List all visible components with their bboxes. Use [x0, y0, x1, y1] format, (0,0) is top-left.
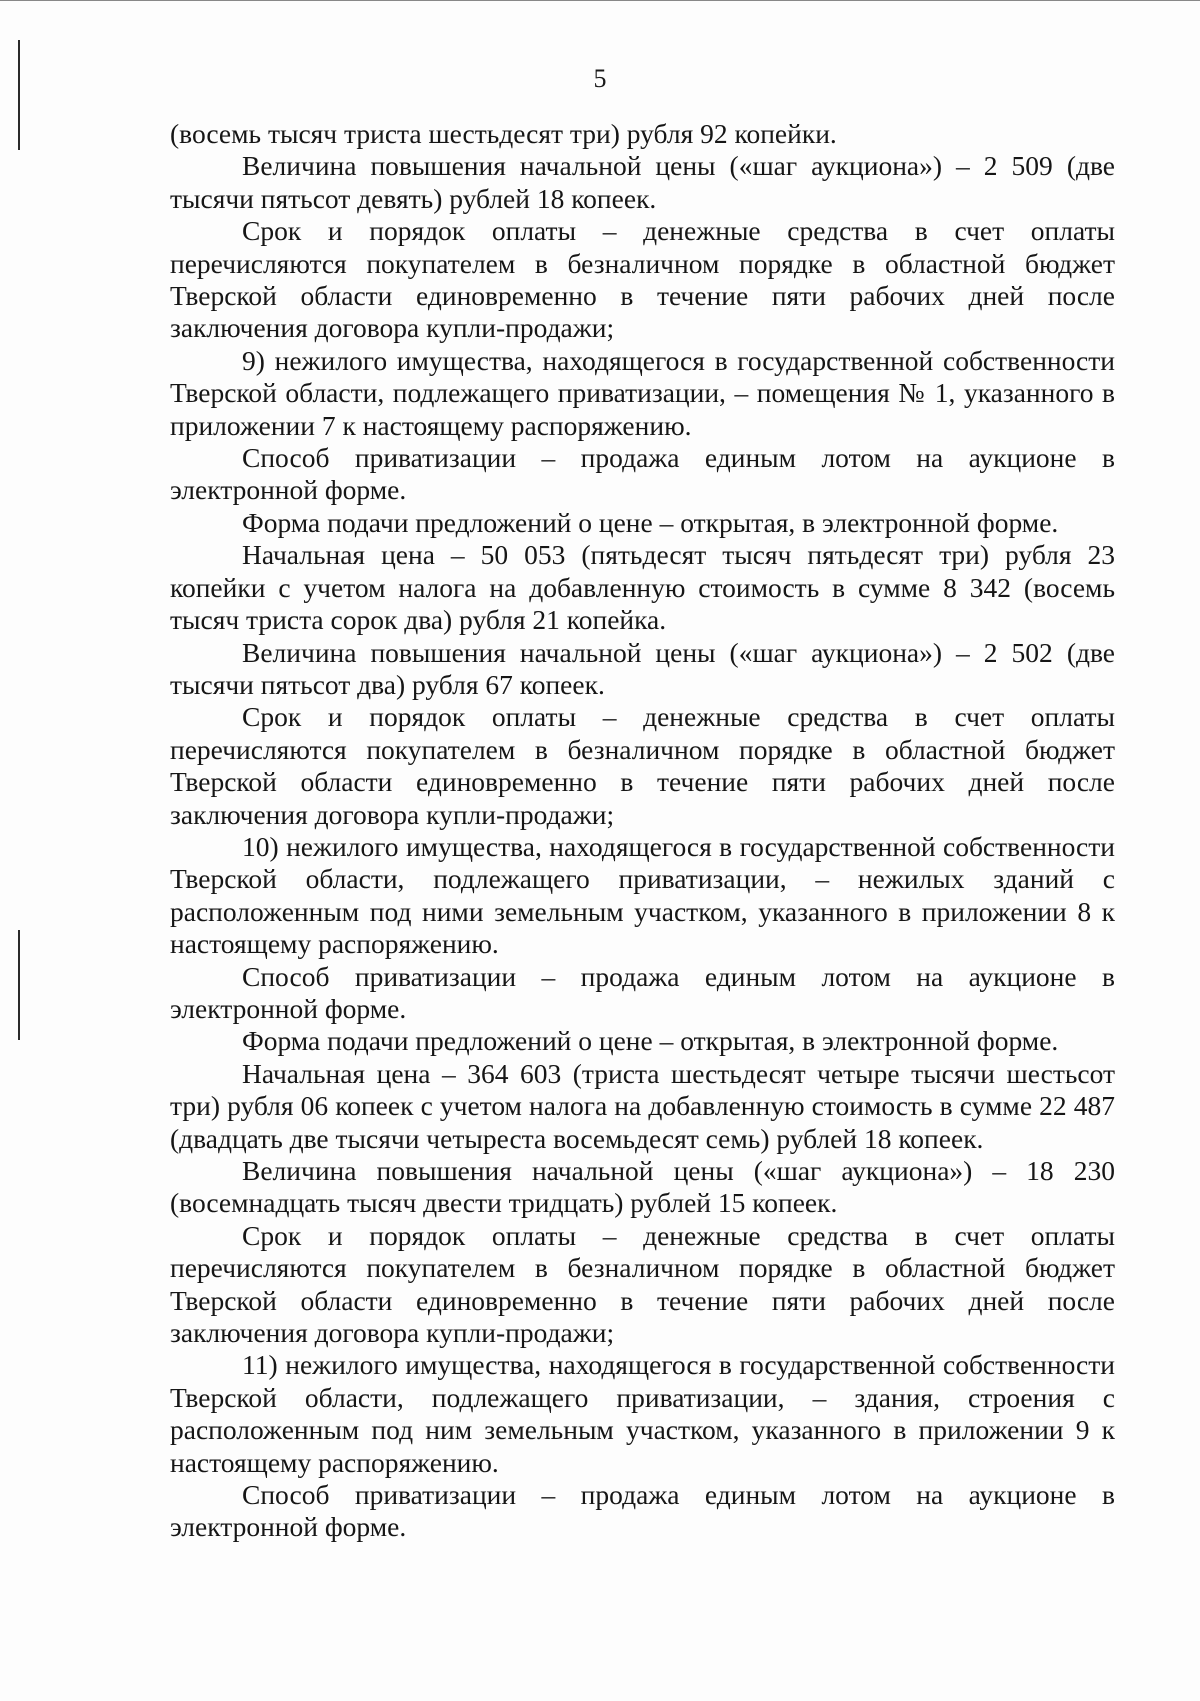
list-item-paragraph: 9) нежилого имущества, находящегося в государственной собственности Тверской области, подлежащего приватизации, – помещения № 1, указанного в приложении 7 к настоящему распоряжению. [170, 344, 1115, 441]
paragraph: Способ приватизации – продажа единым лотом на аукционе в электронной форме. [170, 960, 1115, 1024]
paragraph: Величина повышения начальной цены («шаг аукциона») – 2 502 (две тысячи пятьсот два) рубля 67 копеек. [170, 636, 1115, 700]
paragraph: Начальная цена – 50 053 (пятьдесят тысяч пятьдесят три) рубля 23 копейки с учетом налога на добавленную стоимость в сумме 8 342 (восемь тысяч триста сорок два) рубля 21 копейка. [170, 539, 1115, 636]
paragraph: Срок и порядок оплаты – денежные средства в счет оплаты перечисляются покупателем в безналичном порядке в областной бюджет Тверской области единовременно в течение пяти рабочих дней после заключения договора купли-продажи; [170, 215, 1115, 344]
scan-edge-mark [0, 0, 1200, 1]
document-body [170, 118, 1115, 1544]
paragraph: Величина повышения начальной цены («шаг аукциона») – 2 509 (две тысячи пятьсот девять) рублей 18 копеек. [170, 150, 1115, 214]
list-item-paragraph: 10) нежилого имущества, находящегося в государственной собственности Тверской области, подлежащего приватизации, – нежилых зданий с расположенным под ними земельным участком, указанного в приложении 8 к настоящему распоряжению. [170, 830, 1115, 960]
paragraph: Величина повышения начальной цены («шаг аукциона») – 18 230 (восемнадцать тысяч двести тридцать) рублей 15 копеек. [170, 1155, 1115, 1219]
paragraph: Начальная цена – 364 603 (триста шестьдесят четыре тысячи шестьсот три) рубля 06 копеек с учетом налога на добавленную стоимость в сумме 22 487 (двадцать две тысячи четыреста восемьдесят семь) рублей 18 копеек. [170, 1057, 1115, 1154]
scan-edge-mark [18, 930, 20, 1040]
paragraph: Способ приватизации – продажа единым лотом на аукционе в электронной форме. [170, 1479, 1115, 1543]
page-number: 5 [593, 64, 607, 93]
paragraph: Срок и порядок оплаты – денежные средства в счет оплаты перечисляются покупателем в безналичном порядке в областной бюджет Тверской области единовременно в течение пяти рабочих дней после заключения договора купли-продажи; [170, 701, 1115, 830]
paragraph: (восемь тысяч триста шестьдесят три) рубля 92 копейки. [170, 118, 837, 149]
list-item-paragraph: 11) нежилого имущества, находящегося в государственной собственности Тверской области, подлежащего приватизации, – здания, строения с расположенным под ним земельным участком, указанного в приложении 9 к настоящему распоряжению. [170, 1349, 1115, 1478]
paragraph: Форма подачи предложений о цене – открытая, в электронной форме. [242, 1025, 1059, 1057]
scan-edge-mark [18, 40, 20, 150]
paragraph: Способ приватизации – продажа единым лотом на аукционе в электронной форме. [170, 442, 1115, 506]
paragraph: Форма подачи предложений о цене – открытая, в электронной форме. [242, 506, 1059, 538]
paragraph: Срок и порядок оплаты – денежные средства в счет оплаты перечисляются покупателем в безналичном порядке в областной бюджет Тверской области единовременно в течение пяти рабочих дней после заключения договора купли-продажи; [170, 1219, 1115, 1349]
